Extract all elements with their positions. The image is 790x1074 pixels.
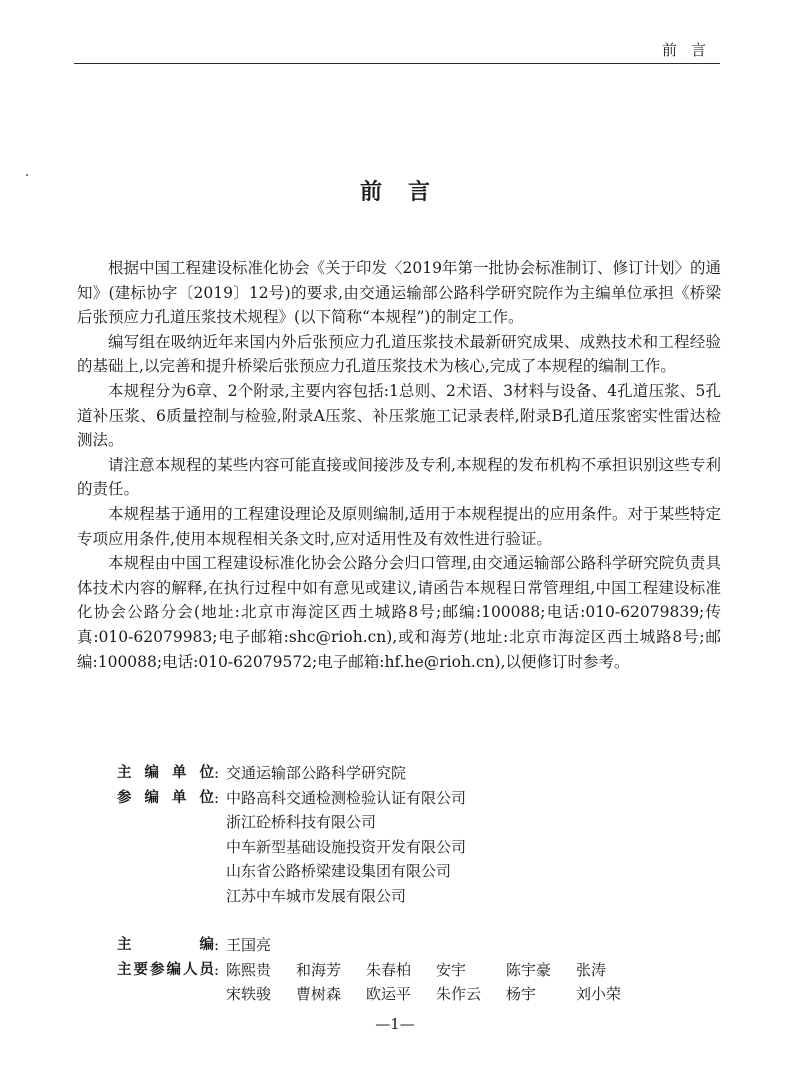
colon: :	[214, 960, 220, 979]
participant-name: 杨宇	[506, 985, 537, 1003]
people-block	[117, 933, 646, 1007]
paragraph-3: 本规程分为6章、2个附录,主要内容包括:1总则、2术语、3材料与设备、4孔道压浆、5孔道补压浆、6质量控制与检验,附录A压浆、补压浆施工记录表样,附录B孔道压浆密实性雷达检测法。	[77, 381, 721, 450]
chief-editor-row	[117, 933, 646, 958]
participating-unit: 山东省公路桥梁建设集团有限公司	[226, 862, 452, 880]
participating-unit: 江苏中车城市发展有限公司	[226, 886, 407, 905]
chief-unit-row	[117, 761, 646, 786]
chief-editor-label: 主编	[117, 937, 214, 953]
header-rule	[74, 63, 720, 64]
main-participants-row	[117, 958, 646, 1007]
credits-block	[117, 761, 646, 1007]
participant-name: 和海芳	[296, 960, 342, 979]
participating-unit: 中路高科交通检测检验认证有限公司	[226, 788, 467, 807]
paragraph-4: 请注意本规程的某些内容可能直接或间接涉及专利,本规程的发布机构不承担识别这些专利的责任。	[77, 455, 721, 499]
participant-name: 欧运平	[366, 985, 412, 1003]
participant-name: 陈宇豪	[506, 960, 552, 979]
participating-units-label: 参编单位	[117, 789, 214, 806]
participant-name: 张涛	[576, 960, 607, 979]
chief-unit-label: 主编单位	[117, 765, 214, 781]
participant-name: 刘小荣	[576, 985, 622, 1003]
participating-unit: 浙江砼桥科技有限公司	[226, 813, 377, 831]
participant-name: 宋轶骏	[226, 985, 272, 1003]
participating-units-row	[117, 786, 646, 909]
paragraph-6: 本规程由中国工程建设标准化协会公路分会归口管理,由交通运输部公路科学研究院负责具体技术内容的解释,在执行过程中如有意见或建议,请函告本规程日常管理组,中国工程建设标准化协会公路分会(地址:北京市海淀区西土城路8号;邮编:100088;电话:010-62079839;传真:010-62079983;电子邮箱:shc@rioh.cn),或和海芳(地址:北京市海淀区西土城路8号;邮编:100088;电话:010-62079572;电子邮箱:hf.he@rioh.cn),以便修订时参考。	[77, 554, 721, 671]
paragraph-1: 根据中国工程建设标准化协会《关于印发〈2019年第一批协会标准制订、修订计划〉的通知》(建标协字〔2019〕12号)的要求,由交通运输部公路科学研究院作为主编单位承担《桥梁后张预应力孔道压浆技术规程》(以下简称“本规程”)的制定工作。	[77, 259, 721, 327]
page-number: —1—	[375, 1015, 415, 1033]
participant-name: 安宇	[436, 960, 467, 979]
participant-name: 陈熙贵	[226, 960, 272, 979]
chief-unit-value: 交通运输部公路科学研究院	[226, 764, 407, 782]
colon: :	[214, 936, 220, 954]
paragraph-2: 编写组在吸纳近年来国内外后张预应力孔道压浆技术最新研究成果、成熟技术和工程经验的基础上,以完善和提升桥梁后张预应力孔道压浆技术为核心,完成了本规程的编制工作。	[77, 332, 721, 376]
preface-body	[77, 256, 721, 674]
participating-unit: 中车新型基础设施投资开发有限公司	[226, 837, 467, 856]
colon: :	[214, 788, 220, 807]
running-header-title: 前言	[661, 41, 720, 59]
participant-name: 朱作云	[436, 985, 482, 1003]
colon: :	[214, 764, 220, 782]
participant-name: 朱春柏	[366, 960, 412, 979]
paragraph-5: 本规程基于通用的工程建设理论及原则编制,适用于本规程提出的应用条件。对于某些特定专项应用条件,使用本规程相关条文时,应对适用性及有效性进行验证。	[77, 504, 721, 548]
participants-line-1	[226, 958, 646, 983]
main-participants-label: 主要参编人员	[117, 961, 214, 978]
main-participants-list	[226, 958, 646, 1007]
participating-units-list	[226, 786, 466, 909]
page-title: 前言	[359, 180, 456, 205]
chief-editor-value: 王国亮	[226, 936, 272, 954]
participants-line-2	[226, 982, 646, 1007]
participant-name: 曹树森	[296, 985, 342, 1003]
